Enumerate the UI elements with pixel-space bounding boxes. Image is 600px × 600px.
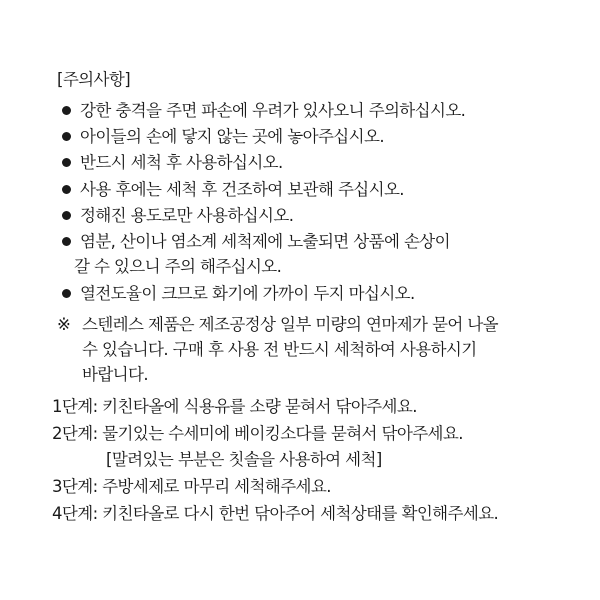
note-line: 스텐레스 제품은 제조공정상 일부 미량의 연마제가 묻어 나올 — [82, 315, 498, 334]
caution-item: 염분, 산이나 염소계 세척제에 노출되면 상품에 손상이 — [80, 232, 450, 251]
bullet-dot — [62, 289, 71, 298]
bullet-dot — [62, 132, 71, 141]
note-line: 바랍니다. — [82, 365, 149, 384]
cleaning-step-note: [말려있는 부분은 칫솔을 사용하여 세척] — [106, 450, 382, 469]
caution-item: 사용 후에는 세척 후 건조하여 보관해 주십시오. — [80, 180, 404, 199]
bullet-dot — [62, 106, 71, 115]
caution-item-continued: 갈 수 있으니 주의 해주십시오. — [74, 257, 282, 276]
caution-item: 열전도율이 크므로 화기에 가까이 두지 마십시오. — [80, 284, 415, 303]
bullet-dot — [62, 185, 71, 194]
note-mark: ※ — [57, 315, 71, 334]
document-title: [주의사항] — [57, 70, 131, 89]
cleaning-step: 3단계: 주방세제로 마무리 세척해주세요. — [52, 477, 331, 496]
note-line: 수 있습니다. 구매 후 사용 전 반드시 세척하여 사용하시기 — [82, 340, 477, 359]
caution-item: 정해진 용도로만 사용하십시오. — [80, 206, 294, 225]
bullet-dot — [62, 211, 71, 220]
bullet-dot — [62, 237, 71, 246]
caution-item: 반드시 세척 후 사용하십시오. — [80, 153, 283, 172]
cleaning-step: 1단계: 키친타올에 식용유를 소량 묻혀서 닦아주세요. — [52, 397, 417, 416]
cleaning-step: 4단계: 키친타올로 다시 한번 닦아주어 세척상태를 확인해주세요. — [52, 504, 499, 523]
cleaning-step: 2단계: 물기있는 수세미에 베이킹소다를 묻혀서 닦아주세요. — [52, 424, 463, 443]
bullet-dot — [62, 158, 71, 167]
caution-item: 아이들의 손에 닿지 않는 곳에 놓아주십시오. — [80, 127, 384, 146]
caution-item: 강한 충격을 주면 파손에 우려가 있사오니 주의하십시오. — [80, 101, 466, 120]
